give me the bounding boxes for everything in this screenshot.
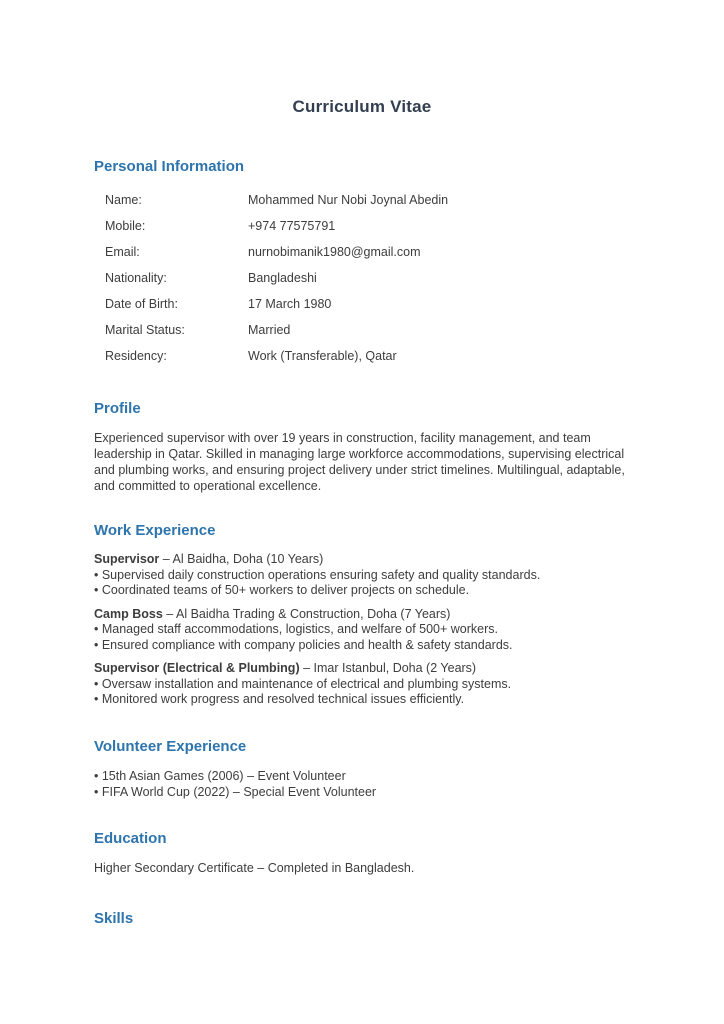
volunteer-list — [94, 768, 630, 800]
info-label: Date of Birth: — [105, 297, 178, 311]
info-value: Work (Transferable), Qatar — [248, 349, 397, 363]
job-entry-supervisor-electrical-plumbing — [94, 661, 630, 708]
info-value: Bangladeshi — [248, 271, 317, 285]
section-heading-profile: Profile — [94, 400, 141, 417]
job-title-line — [94, 607, 630, 623]
info-row-marital-status — [105, 322, 630, 338]
info-value: +974 77575791 — [248, 219, 336, 233]
info-label: Email: — [105, 245, 140, 259]
section-heading-education: Education — [94, 829, 167, 847]
job-entry-supervisor — [94, 552, 630, 599]
info-label: Mobile: — [105, 219, 146, 233]
info-row-nationality — [105, 270, 630, 286]
job-detail: – Al Baidha, Doha (10 Years) — [159, 552, 324, 566]
profile-text: Experienced supervisor with over 19 years in construction, facility management, and team leadership in Qatar. Skilled in managing large workforce accommodations, supervising electrical and plumbing works, and ensuring project delivery under strict timelines. Multilingual, adaptable, and committed to operational excellence. — [94, 431, 625, 493]
info-row-date-of-birth — [105, 296, 630, 312]
job-entry-camp-boss — [94, 607, 630, 654]
info-value: nurnobimanik1980@gmail.com — [248, 245, 421, 259]
info-row-email — [105, 244, 630, 260]
job-title-line — [94, 552, 630, 568]
job-title-line — [94, 661, 630, 677]
info-label: Nationality: — [105, 271, 167, 285]
job-title: Supervisor (Electrical & Plumbing) — [94, 661, 300, 675]
info-row-name — [105, 192, 630, 208]
volunteer-item: • 15th Asian Games (2006) – Event Volunteer — [94, 768, 346, 783]
job-title: Supervisor — [94, 552, 160, 566]
info-value: 17 March 1980 — [248, 297, 332, 311]
info-value: Married — [248, 323, 291, 337]
job-bullet: • Managed staff accommodations, logistics, and welfare of 500+ workers. — [94, 622, 499, 636]
section-heading-volunteer-experience: Volunteer Experience — [94, 737, 247, 755]
job-bullet: • Supervised daily construction operations ensuring safety and quality standards. — [94, 567, 541, 582]
info-value: Mohammed Nur Nobi Joynal Abedin — [248, 193, 449, 207]
job-bullet: • Monitored work progress and resolved technical issues efficiently. — [94, 692, 465, 706]
info-row-residency — [105, 348, 630, 364]
page-title: Curriculum Vitae — [292, 97, 432, 116]
info-label: Residency: — [105, 349, 167, 363]
section-heading-work-experience: Work Experience — [94, 522, 216, 539]
section-heading-skills: Skills — [94, 909, 134, 927]
info-label: Name: — [105, 193, 142, 207]
personal-info-table — [105, 192, 630, 364]
job-list — [94, 552, 630, 708]
info-label: Marital Status: — [105, 323, 185, 337]
job-bullet: • Coordinated teams of 50+ workers to deliver projects on schedule. — [94, 583, 470, 597]
education-text: Higher Secondary Certificate – Completed in Bangladesh. — [94, 860, 415, 875]
job-title: Camp Boss — [94, 606, 163, 621]
job-detail: – Imar Istanbul, Doha (2 Years) — [299, 661, 477, 675]
info-row-mobile — [105, 218, 630, 234]
job-bullet: • Ensured compliance with company policies and health & safety standards. — [94, 637, 513, 652]
section-heading-personal-information: Personal Information — [94, 158, 245, 175]
job-bullet: • Oversaw installation and maintenance of electrical and plumbing systems. — [94, 676, 512, 691]
job-detail: – Al Baidha Trading & Construction, Doha (7 Years) — [162, 606, 451, 621]
volunteer-item: • FIFA World Cup (2022) – Special Event Volunteer — [94, 784, 377, 799]
